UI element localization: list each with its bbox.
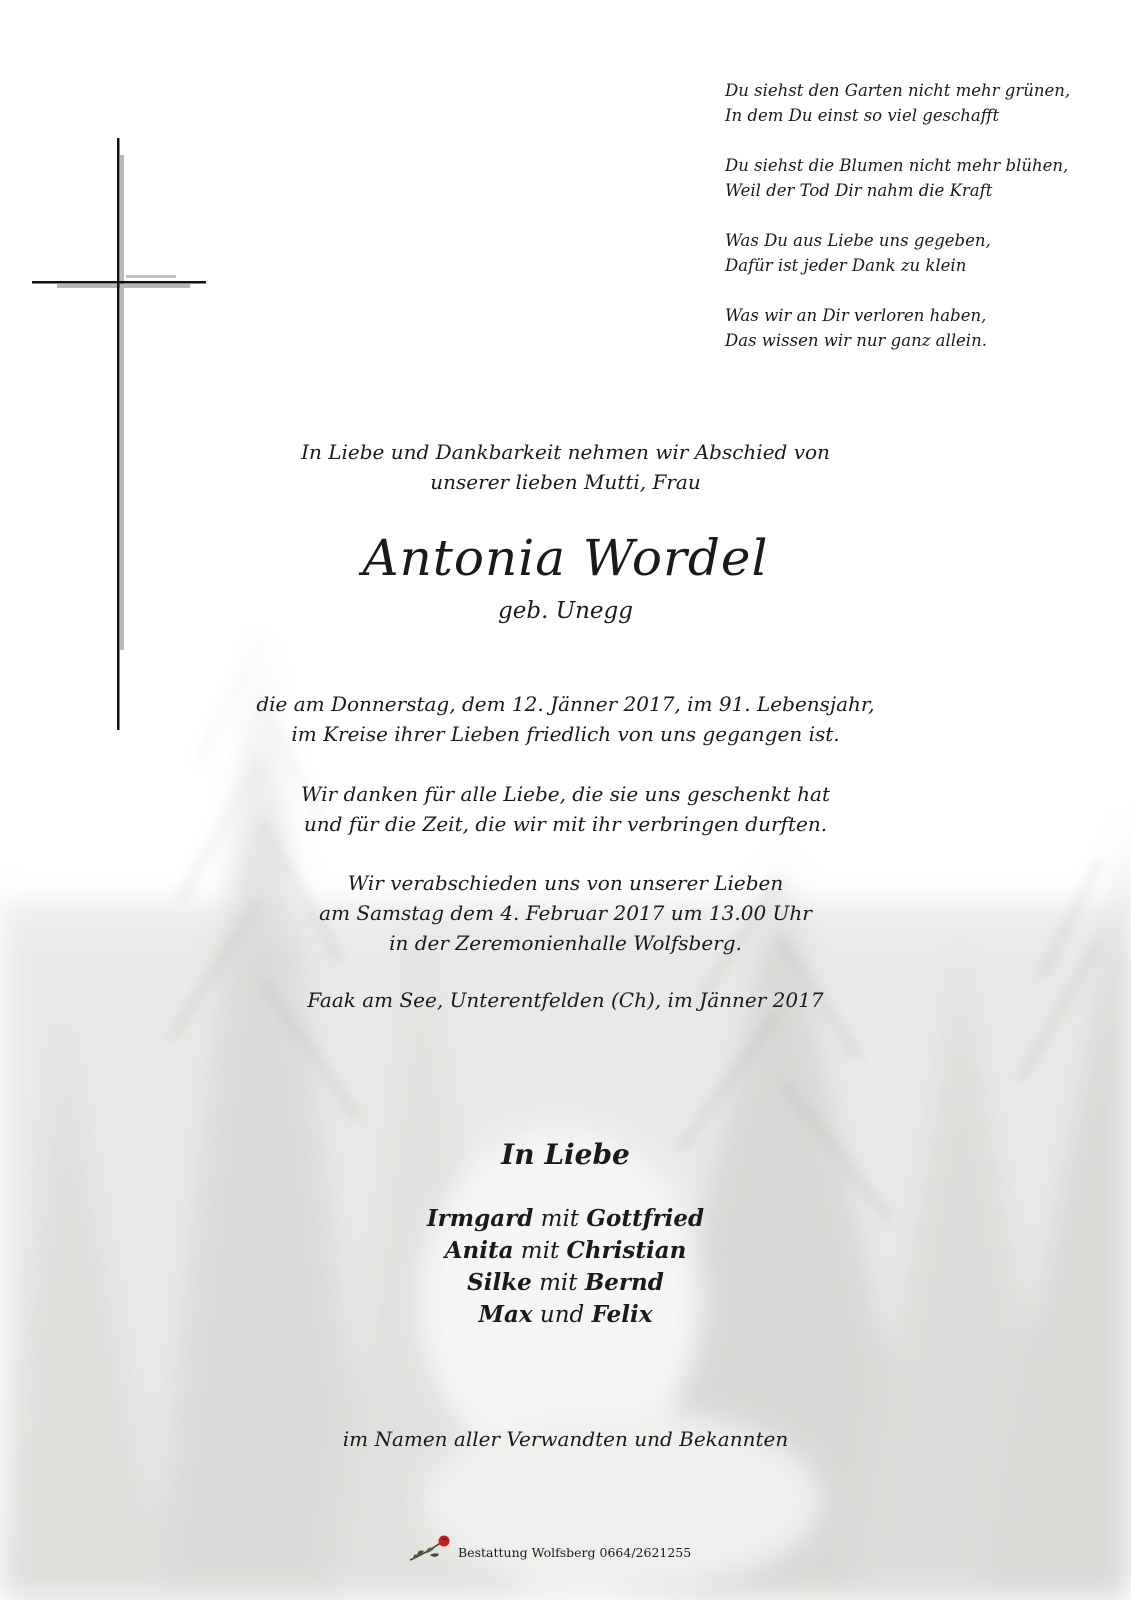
poem-line: Dafür ist jeder Dank zu klein bbox=[725, 256, 967, 275]
passing-paragraph bbox=[0, 689, 1131, 749]
intro-line: In Liebe und Dankbarkeit nehmen wir Abschied von bbox=[301, 440, 830, 464]
thanks-line: und für die Zeit, die wir mit ihr verbringen durften. bbox=[303, 812, 828, 836]
mourner-name: Felix bbox=[591, 1301, 653, 1328]
mourner-name: Irmgard bbox=[426, 1205, 534, 1232]
mourner-name: Christian bbox=[566, 1237, 687, 1264]
mourner-conjunction: mit bbox=[539, 1270, 578, 1296]
cross-icon bbox=[0, 0, 220, 740]
farewell-line: in der Zeremonienhalle Wolfsberg. bbox=[389, 931, 742, 955]
mourner-line bbox=[0, 1267, 1131, 1299]
poem-stanza bbox=[725, 153, 1125, 203]
thanks-paragraph bbox=[0, 779, 1131, 839]
mourners-heading: In Liebe bbox=[501, 1138, 630, 1171]
mourner-conjunction: mit bbox=[520, 1238, 560, 1264]
poem-stanza bbox=[725, 303, 1125, 353]
poem-line: Das wissen wir nur ganz allein. bbox=[725, 331, 987, 350]
mourner-name: Anita bbox=[444, 1237, 514, 1264]
mourners-list bbox=[0, 1203, 1131, 1331]
farewell-line: am Samstag dem 4. Februar 2017 um 13.00 Uhr bbox=[319, 901, 812, 925]
intro-text bbox=[0, 437, 1131, 497]
poem-stanza bbox=[725, 78, 1125, 128]
mourner-line bbox=[0, 1203, 1131, 1235]
farewell-paragraph bbox=[0, 868, 1131, 958]
passing-line: im Kreise ihrer Lieben friedlich von uns gegangen ist. bbox=[291, 722, 840, 746]
mourner-conjunction: und bbox=[539, 1302, 585, 1328]
mourner-line bbox=[0, 1235, 1131, 1267]
passing-line: die am Donnerstag, dem 12. Jänner 2017, im 91. Lebensjahr, bbox=[256, 692, 875, 716]
closing-line: im Namen aller Verwandten und Bekannten bbox=[342, 1427, 789, 1451]
poem-line: Du siehst den Garten nicht mehr grünen, bbox=[725, 81, 1071, 100]
thanks-line: Wir danken für alle Liebe, die sie uns geschenkt hat bbox=[301, 782, 830, 806]
funeral-home-footer bbox=[408, 1534, 691, 1564]
poem-line: In dem Du einst so viel geschafft bbox=[725, 106, 1000, 125]
mourner-name: Silke bbox=[467, 1269, 532, 1296]
poem-line: Du siehst die Blumen nicht mehr blühen, bbox=[725, 156, 1069, 175]
mourner-conjunction: mit bbox=[540, 1206, 580, 1232]
mourner-line bbox=[0, 1299, 1131, 1331]
mourner-name: Max bbox=[478, 1301, 533, 1328]
footer-text: Bestattung Wolfsberg 0664/2621255 bbox=[458, 1544, 692, 1560]
intro-line: unserer lieben Mutti, Frau bbox=[430, 470, 701, 494]
poem-line: Weil der Tod Dir nahm die Kraft bbox=[725, 181, 993, 200]
rose-icon bbox=[408, 1534, 454, 1564]
place-date: Faak am See, Unterentfelden (Ch), im Jänner 2017 bbox=[307, 988, 824, 1012]
poem-line: Was wir an Dir verloren haben, bbox=[725, 306, 987, 325]
poem-stanza bbox=[725, 228, 1125, 278]
mourner-name: Bernd bbox=[584, 1269, 664, 1296]
mourner-name: Gottfried bbox=[586, 1205, 705, 1232]
poem-line: Was Du aus Liebe uns gegeben, bbox=[725, 231, 991, 250]
poem bbox=[725, 78, 1125, 378]
farewell-line: Wir verabschieden uns von unserer Lieben bbox=[347, 871, 784, 895]
maiden-name: geb. Unegg bbox=[498, 598, 633, 624]
deceased-name: Antonia Wordel bbox=[362, 529, 769, 587]
